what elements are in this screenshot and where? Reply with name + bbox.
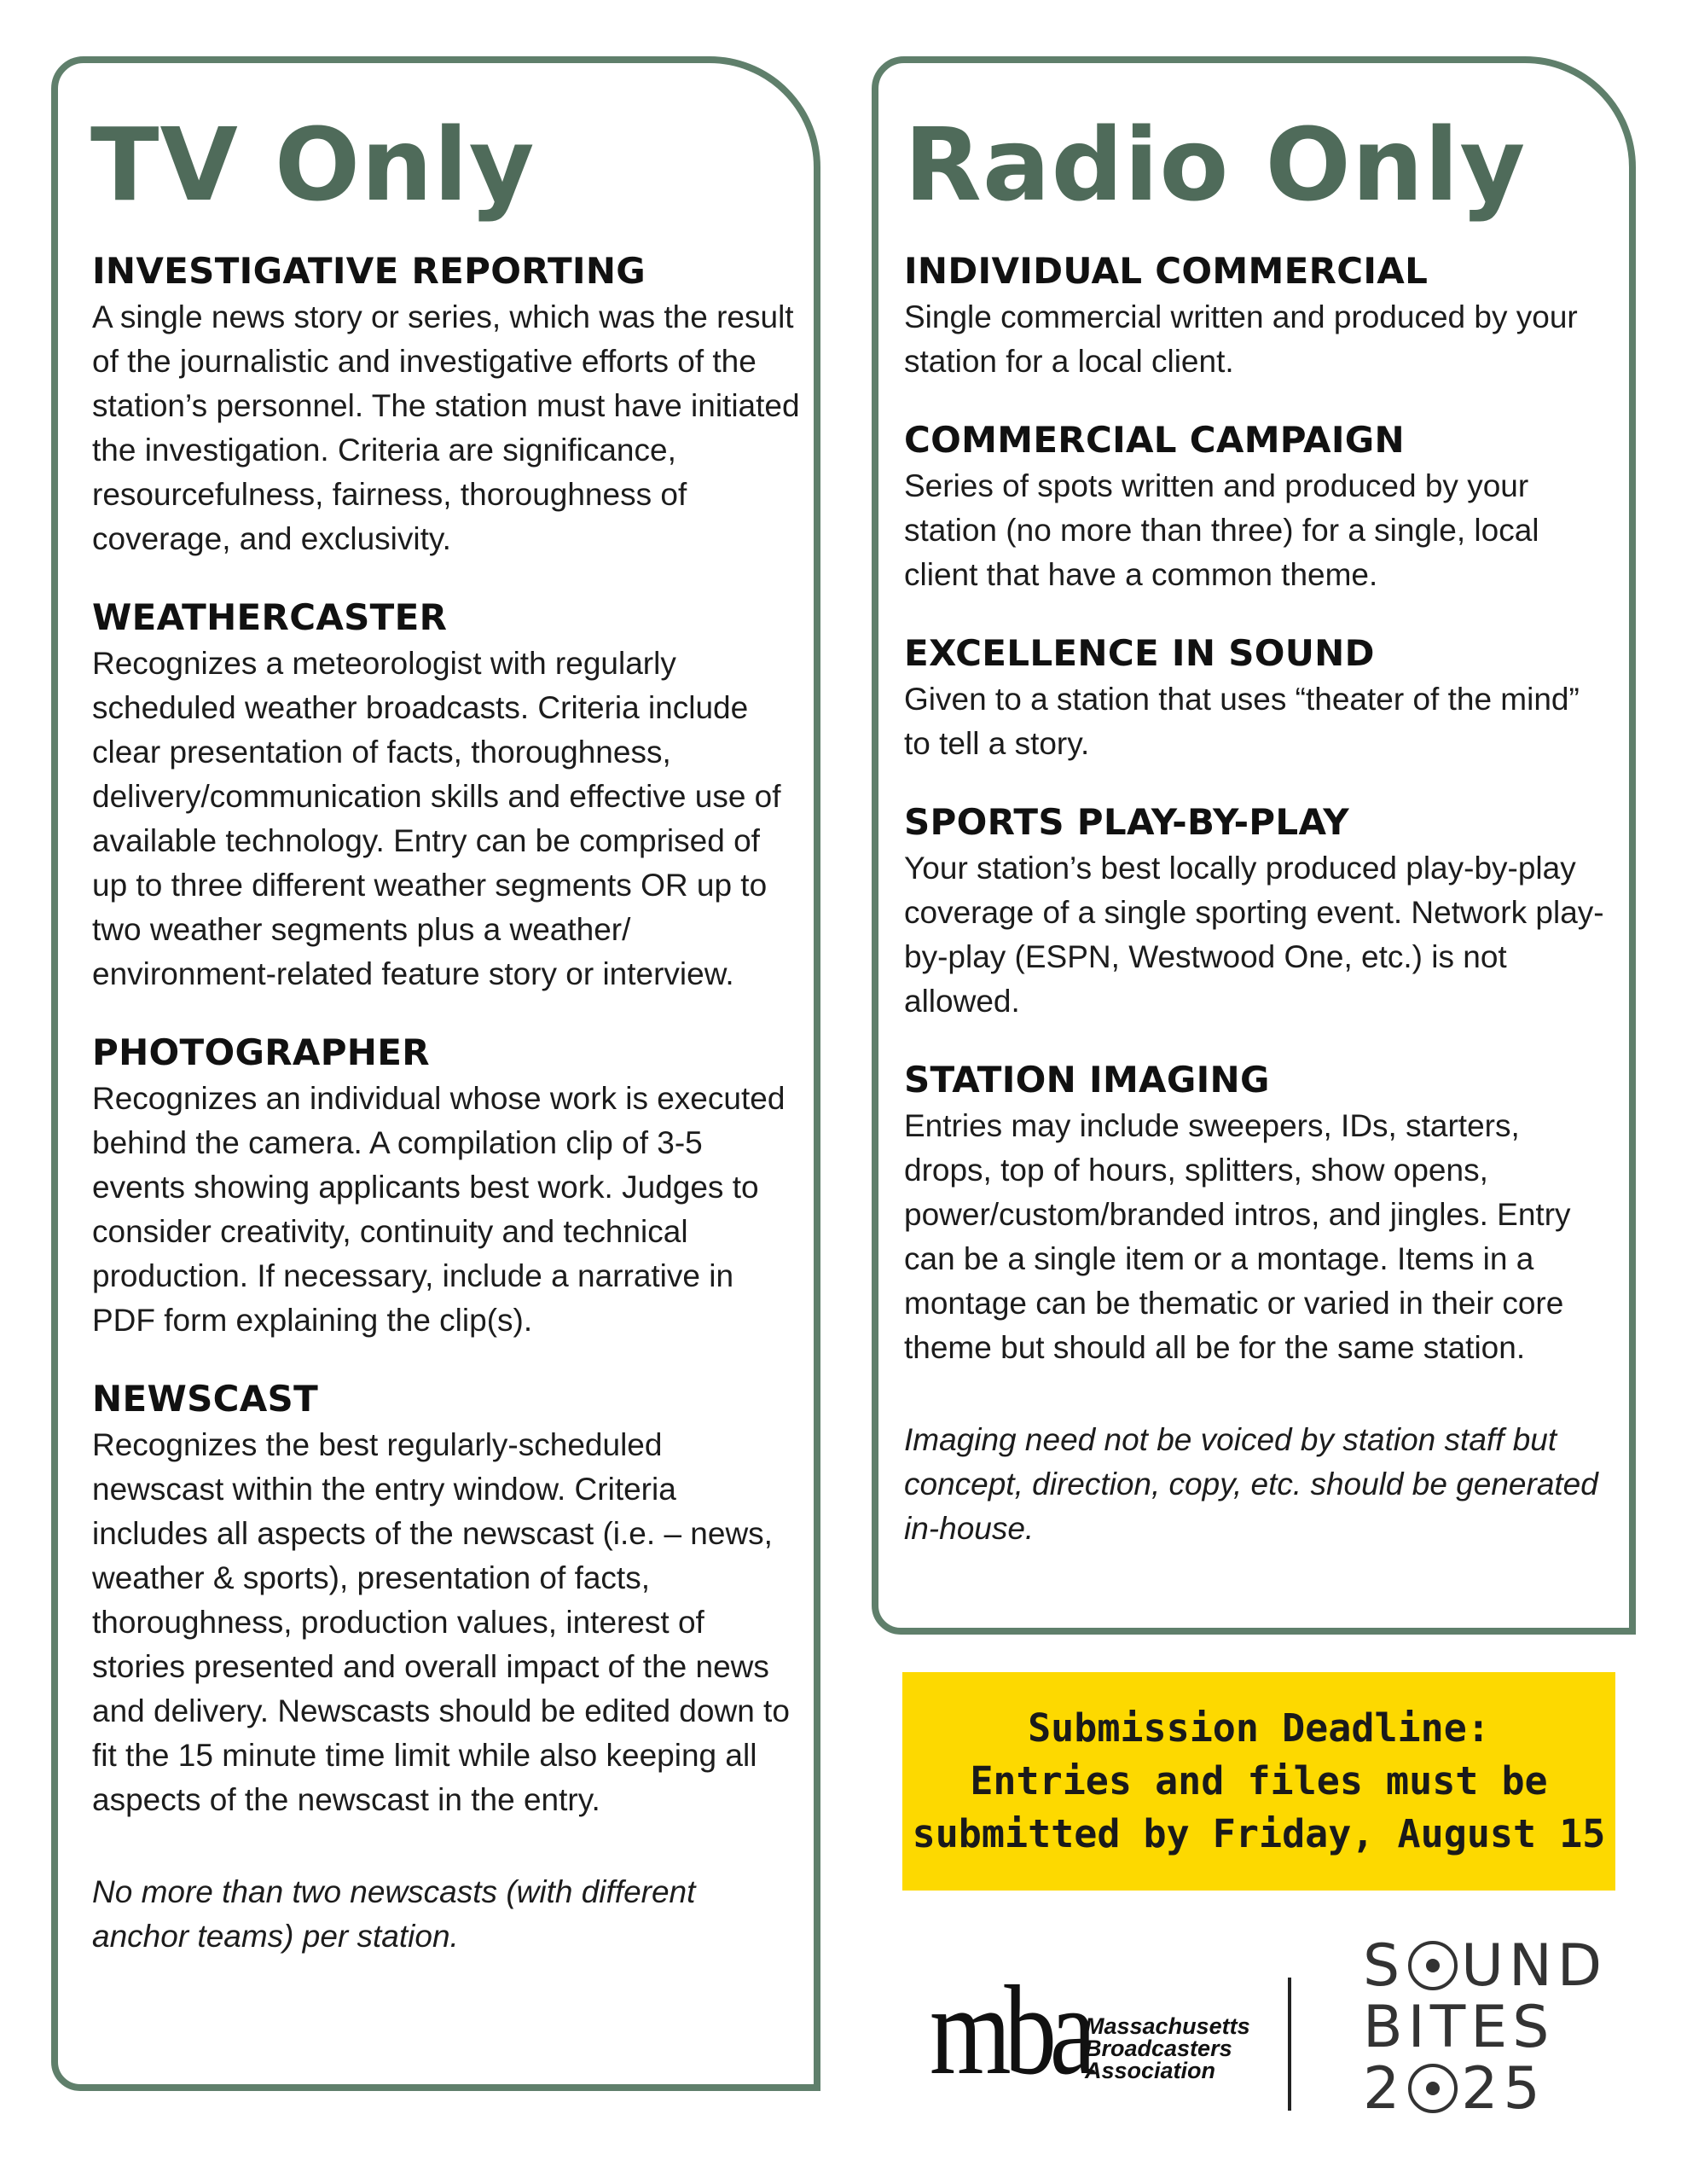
tv-panel-title: TV Only bbox=[90, 106, 536, 224]
category-description: Entries may include sweepers, IDs, starters, drops, top of hours, splitters, show opens, power/custom/branded intros, and jingles. Entry can be a single item or a montage. Items in a montage can be thematic or varied in their core theme but should all be for the same station. bbox=[904, 1108, 1571, 1365]
logo-divider bbox=[1288, 1978, 1291, 2111]
tv-category-weathercaster bbox=[92, 595, 800, 996]
tv-category-photographer bbox=[92, 1031, 800, 1343]
radio-category-individual-commercial bbox=[904, 249, 1612, 384]
category-heading: WEATHERCASTER bbox=[92, 596, 448, 638]
sound-bites-row bbox=[1363, 2055, 1568, 2123]
radio-categories bbox=[904, 249, 1612, 1585]
category-heading: SPORTS PLAY-BY-PLAY bbox=[904, 801, 1349, 843]
microphone-icon bbox=[1408, 2064, 1458, 2113]
radio-category-excellence-in-sound bbox=[904, 631, 1612, 766]
category-heading: INDIVIDUAL COMMERCIAL bbox=[904, 250, 1429, 292]
category-heading: EXCELLENCE IN SOUND bbox=[904, 632, 1375, 674]
radio-category-commercial-campaign bbox=[904, 418, 1612, 597]
mba-name-line: Massachusetts bbox=[1085, 2013, 1250, 2039]
sb-text: S bbox=[1363, 1932, 1406, 2000]
sb-text: UND bbox=[1461, 1932, 1608, 2000]
deadline-line: Submission Deadline: bbox=[1028, 1705, 1490, 1751]
category-description: Your station’s best locally produced play-by-play coverage of a single sporting event. Network play-by-play (ESPN, Westwood One, etc.) is not allowed. bbox=[904, 851, 1604, 1019]
newscast-note: No more than two newscasts (with different anchor teams) per station. bbox=[92, 1874, 696, 1954]
category-heading: NEWSCAST bbox=[92, 1378, 319, 1420]
radio-only-panel bbox=[872, 56, 1636, 1635]
category-description: Recognizes the best regularly-scheduled newscast within the entry window. Criteria includes all aspects of the newscast (i.e. – news, weather & sports), presentation of facts, thoroughness, production values, interest of stories presented and overall impact of the news and delivery. Newscasts should be edited down to fit the 15 minute time limit while also keeping all aspects of the newscast in the entry. bbox=[92, 1427, 790, 1817]
submission-deadline-box bbox=[902, 1672, 1615, 1891]
mba-logo bbox=[930, 1960, 1254, 2101]
deadline-line: submitted by Friday, August 15 bbox=[912, 1811, 1606, 1856]
speaker-icon bbox=[1408, 1941, 1458, 1990]
sound-bites-row: BITES bbox=[1363, 1994, 1555, 2061]
deadline-line: Entries and files must be bbox=[970, 1758, 1548, 1804]
mba-logo-mark: mba bbox=[930, 1960, 1090, 2101]
category-description: Series of spots written and produced by your station (no more than three) for a single, local client that have a common theme. bbox=[904, 468, 1539, 592]
imaging-note: Imaging need not be voiced by station staff but concept, direction, copy, etc. should be generated in-house. bbox=[904, 1422, 1598, 1546]
sb-text: 2 bbox=[1363, 2055, 1406, 2123]
radio-category-station-imaging bbox=[904, 1058, 1612, 1551]
radio-panel-title: Radio Only bbox=[904, 106, 1527, 224]
sound-bites-row bbox=[1363, 1932, 1608, 2000]
category-heading: STATION IMAGING bbox=[904, 1059, 1270, 1101]
radio-category-sports-play-by-play bbox=[904, 800, 1612, 1024]
category-description: Single commercial written and produced by your station for a local client. bbox=[904, 299, 1578, 379]
tv-category-investigative-reporting bbox=[92, 249, 800, 561]
tv-categories bbox=[92, 249, 800, 1993]
category-description: Recognizes a meteorologist with regularly scheduled weather broadcasts. Criteria include clear presentation of facts, thoroughness, delivery/communication skills and effective use of available technology. Entry can be comprised of up to three different weather segments OR up to two weather segments plus a weather/ environment-related feature story or interview. bbox=[92, 646, 781, 991]
mba-name-line: Broadcasters bbox=[1085, 2036, 1232, 2061]
category-description: A single news story or series, which was the result of the journalistic and investigative efforts of the station’s personnel. The station must have initiated the investigation. Criteria are significance, resourcefulness, fairness, thoroughness of coverage, and exclusivity. bbox=[92, 299, 800, 556]
tv-only-panel bbox=[51, 56, 820, 2091]
category-heading: INVESTIGATIVE REPORTING bbox=[92, 250, 646, 292]
mba-logo-name bbox=[1085, 2015, 1250, 2082]
sound-bites-logo bbox=[1363, 1932, 1608, 2124]
tv-category-newscast bbox=[92, 1377, 800, 1959]
category-description: Recognizes an individual whose work is executed behind the camera. A compilation clip of 3-5 events showing applicants best work. Judges to consider creativity, continuity and technical production. If necessary, include a narrative in PDF form explaining the clip(s). bbox=[92, 1081, 786, 1338]
sb-text: 25 bbox=[1461, 2055, 1545, 2123]
category-description: Given to a station that uses “theater of the mind” to tell a story. bbox=[904, 682, 1580, 761]
category-heading: COMMERCIAL CAMPAIGN bbox=[904, 419, 1405, 461]
category-heading: PHOTOGRAPHER bbox=[92, 1031, 430, 1073]
mba-name-line: Association bbox=[1085, 2058, 1216, 2083]
